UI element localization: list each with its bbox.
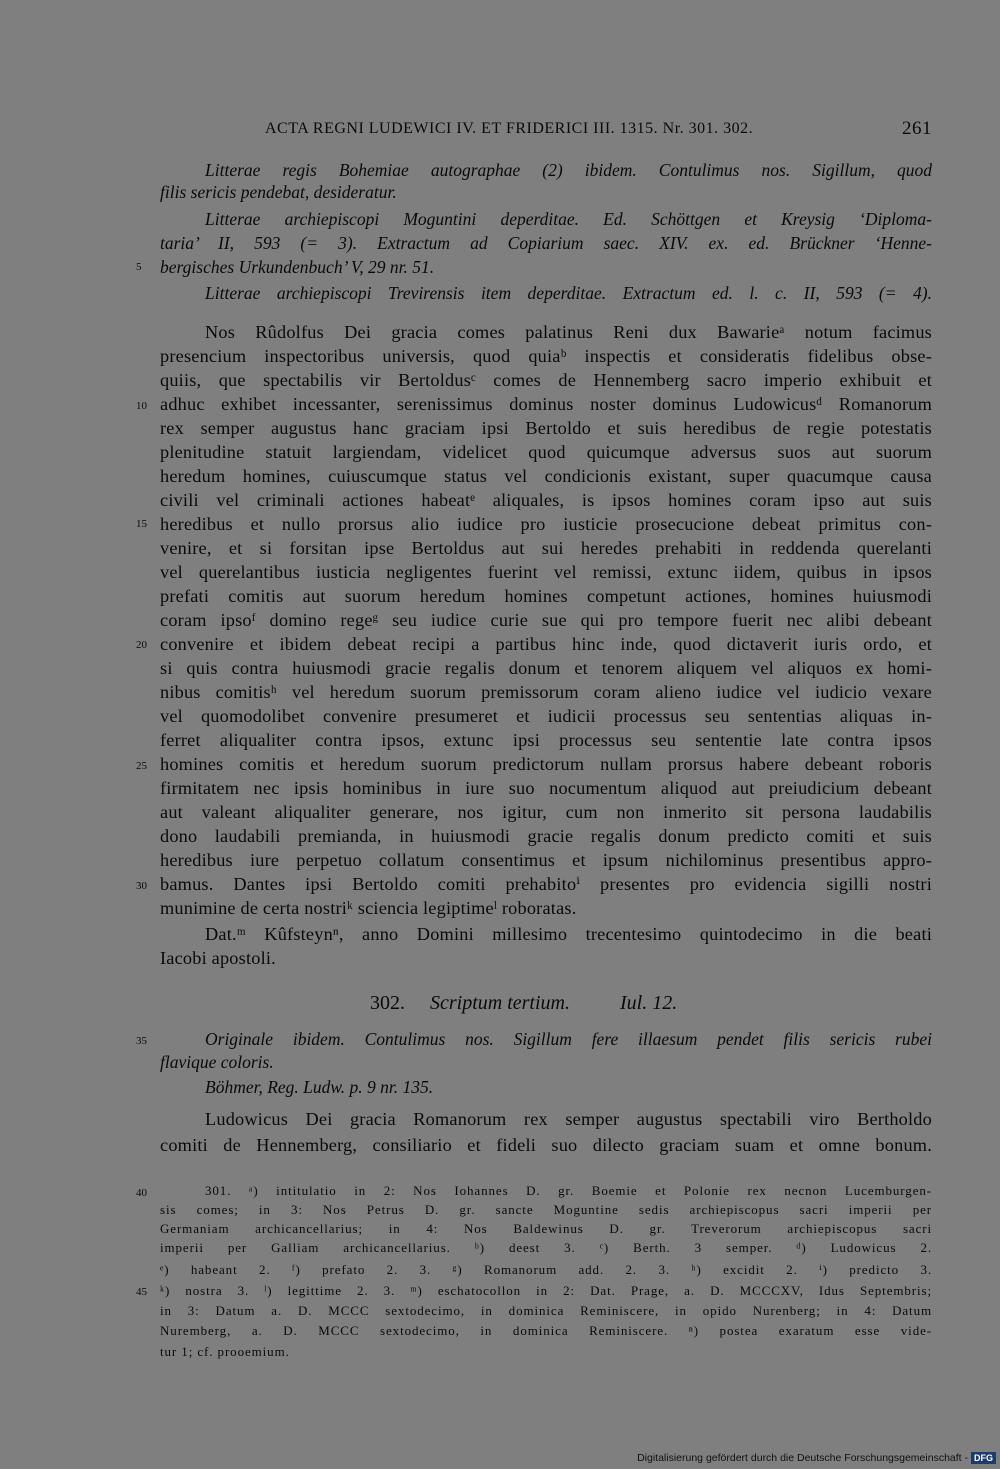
line-number: 20: [136, 639, 147, 651]
dfg-logo: DFG: [971, 1452, 996, 1464]
line-number: 5: [136, 261, 142, 273]
footnote-line: in 3: Datum a. D. MCCC sextodecimo, in dominica Reminiscere, in opido Nurenberg; in 4: Datum: [160, 1303, 932, 1318]
line-number: 30: [136, 880, 147, 892]
intro-line: Litterae archiepiscopi Moguntini deperditae. Ed. Schöttgen et Kreysig ‘Diploma-: [205, 209, 932, 229]
document-line: Iacobi apostoli.: [160, 948, 276, 968]
document-302-line: comiti de Hennemberg, consiliario et fideli suo dilecto graciam suam et omne bonum.: [160, 1135, 932, 1155]
credit-text: Digitalisierung gefördert durch die Deutsche Forschungsgemeinschaft -: [637, 1451, 968, 1464]
document-line: homines comitis et heredum suorum predictorum nullam prorsus habere debeant roboris: [160, 754, 932, 774]
line-number: 40: [136, 1187, 147, 1199]
intro-302-line: Originale ibidem. Contulimus nos. Sigillum fere illaesum pendet filis sericis rubei: [205, 1029, 932, 1049]
document-line: rex semper augustus hanc graciam ipsi Bertoldo et suis heredibus de regie potestatis: [160, 418, 932, 438]
document-line: coram ipsoᶠ domino regeᵍ seu iudice curie sue qui pro tempore fuerit nec alibi debeant: [160, 610, 932, 630]
document-line: ferret aliqualiter contra ipsos, extunc ipsi processus seu sententie late contra ipsos: [160, 730, 932, 750]
document-line: dono laudabili premianda, in huiusmodi gracie regalis donum predicto comiti et suis: [160, 826, 932, 846]
dfg-credit: [637, 1450, 996, 1465]
footnote-line: imperii per Galliam archicancellarius. ᵇ) deest 3. ᶜ) Berth. 3 semper. ᵈ) Ludowicus 2.: [160, 1240, 932, 1255]
intro-line: bergisches Urkundenbuch’ V, 29 nr. 51.: [160, 257, 435, 277]
document-line: convenire et ibidem debeat recipi a partibus hinc inde, quod dictaverit iuris ordo, et: [160, 634, 932, 654]
intro-line: Litterae archiepiscopi Trevirensis item deperditae. Extractum ed. l. c. II, 593 (= 4).: [205, 283, 932, 303]
footnote-line: tur 1; cf. prooemium.: [160, 1344, 290, 1359]
document-line: prefati comitis aut suorum heredum homines competunt actiones, homines huiusmodi: [160, 586, 932, 606]
document-line: munimine de certa nostriᵏ sciencia legiptimeˡ roboratas.: [160, 898, 577, 918]
document-line: vel quomodolibet convenire presumeret et iudicii processus seu sententias aliquas in-: [160, 706, 932, 726]
footnote-line: sis comes; in 3: Nos Petrus D. gr. sancte Moguntine sedis archiepiscopus sacri imperii per: [160, 1202, 932, 1217]
document-line: si quis contra huiusmodi gracie regalis donum et tenorem aliquem vel aliquos ex homi-: [160, 658, 932, 678]
document-line: bamus. Dantes ipsi Bertoldo comiti prehabitoⁱ presentes pro evidencia sigilli nostri: [160, 874, 932, 894]
document-line: Dat.ᵐ Kûfsteynⁿ, anno Domini millesimo trecentesimo quintodecimo in die beati: [205, 924, 932, 944]
document-line: heredum homines, cuiuscumque status vel condicionis existant, super quacumque causa: [160, 466, 932, 486]
document-302-line: Ludowicus Dei gracia Romanorum rex semper augustus spectabili viro Bertholdo: [205, 1109, 932, 1129]
footnote-line: ᵏ) nostra 3. ˡ) legittime 2. 3. ᵐ) eschatocollon in 2: Dat. Prage, a. D. MCCCXV, Idus Septembris;: [160, 1283, 932, 1298]
intro-line: Litterae regis Bohemiae autographae (2) ibidem. Contulimus nos. Sigillum, quod: [205, 160, 932, 180]
footnote-line: ᵉ) habeant 2. ᶠ) prefato 2. 3. ᵍ) Romanorum add. 2. 3. ʰ) excidit 2. ⁱ) predicto 3.: [160, 1262, 932, 1277]
document-line: aut valeant aliqualiter generare, nos igitur, cum non inmerito sit persona laudabilis: [160, 802, 932, 822]
line-number: 10: [136, 400, 147, 412]
intro-302-line: flavique coloris.: [160, 1052, 274, 1072]
document-line: quiis, que spectabilis vir Bertoldusᶜ comes de Hennemberg sacro imperio exhibuit et: [160, 370, 932, 390]
document-line: Nos Rûdolfus Dei gracia comes palatinus Reni dux Bawarieᵃ notum facimus: [205, 322, 932, 342]
footnote-line: Nuremberg, a. D. MCCC sextodecimo, in dominica Reminiscere. ⁿ) postea exaratum esse vide-: [160, 1323, 932, 1338]
document-line: firmitatem nec ipsis hominibus in iure suo nocumentum aliquod aut preiudicium debeant: [160, 778, 932, 798]
line-number: 15: [136, 518, 147, 530]
page-number: 261: [902, 118, 932, 139]
running-title: ACTA REGNI LUDEWICI IV. ET FRIDERICI III. 1315. Nr. 301. 302.: [265, 120, 754, 137]
intro-line: taria’ II, 593 (= 3). Extractum ad Copiarium saec. XIV. ex. ed. Brückner ‘Henne-: [160, 233, 932, 253]
line-number: 45: [136, 1286, 147, 1298]
section-number: 302.: [370, 992, 405, 1014]
document-line: presencium inspectoribus universis, quod quiaᵇ inspectis et consideratis fidelibus obse-: [160, 346, 932, 366]
intro-302-line: Böhmer, Reg. Ludw. p. 9 nr. 135.: [205, 1077, 434, 1097]
document-line: vel querelantibus iusticia negligentes fuerint vel remissi, extunc iidem, quibus in ipsos: [160, 562, 932, 582]
footnote-line: 301. ᵃ) intitulatio in 2: Nos Iohannes D. gr. Boemie et Polonie rex necnon Lucemburgen-: [205, 1183, 932, 1198]
document-line: heredibus iure perpetuo collatum consentimus et ipsum nichilominus presentibus appro-: [160, 850, 932, 870]
document-line: adhuc exhibet incessanter, serenissimus dominus noster dominus Ludowicusᵈ Romanorum: [160, 394, 932, 414]
document-line: heredibus et nullo prorsus alio iudice pro iusticie prosecucione debeat primitus con-: [160, 514, 932, 534]
footnote-line: Germaniam archicancellarius; in 4: Nos Baldewinus D. gr. Treverorum archiepiscopus sacri: [160, 1221, 932, 1236]
line-number: 25: [136, 760, 147, 772]
intro-line: filis sericis pendebat, desideratur.: [160, 182, 397, 202]
document-line: plenitudine statuit largiendam, videlicet quod quicumque adversus suos aut suorum: [160, 442, 932, 462]
document-line: venire, et si forsitan ipse Bertoldus aut sui heredes prehabiti in reddenda querelanti: [160, 538, 932, 558]
line-number: 35: [136, 1035, 147, 1047]
document-line: civili vel criminali actiones habeatᵉ aliquales, is ipsos homines coram ipso aut suis: [160, 490, 932, 510]
section-date: Iul. 12.: [620, 992, 678, 1014]
section-title: Scriptum tertium.: [430, 992, 570, 1014]
document-line: nibus comitisʰ vel heredum suorum premissorum coram alieno iudice vel iudicio vexare: [160, 682, 932, 702]
